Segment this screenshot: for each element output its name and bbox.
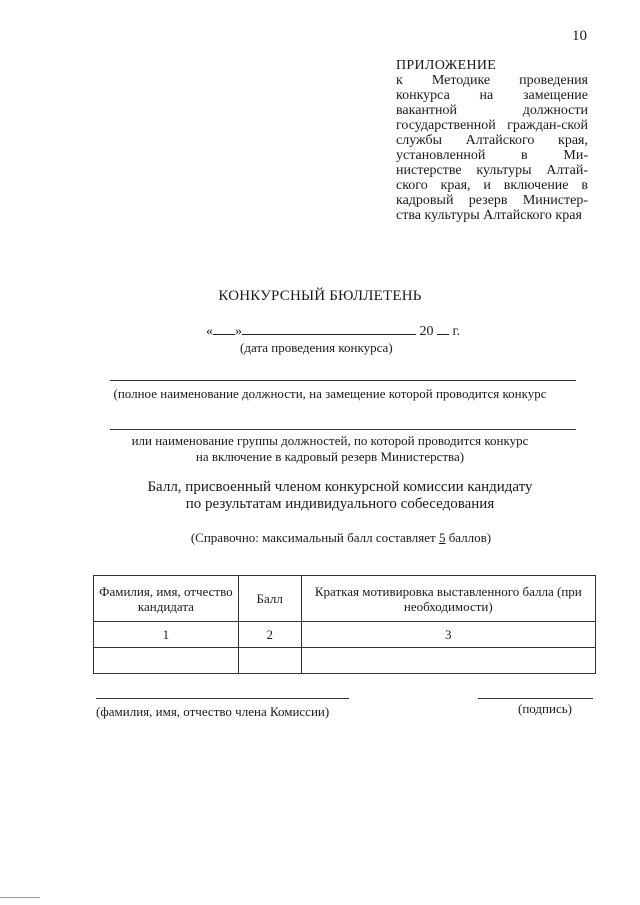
date-line xyxy=(206,321,460,340)
table-header-row xyxy=(94,576,596,622)
column-number-2: 2 xyxy=(238,622,301,648)
member-name-caption: (фамилия, имя, отчество члена Комиссии) xyxy=(96,704,330,719)
group-caption-line-1: или наименование группы должностей, по которой проводится конкурс xyxy=(131,433,529,448)
note-after: баллов) xyxy=(445,530,492,545)
member-name-line xyxy=(96,698,349,699)
candidate-name-cell xyxy=(94,648,239,674)
appendix-title: ПРИЛОЖЕНИЕ xyxy=(396,58,497,73)
header-score: Балл xyxy=(238,576,301,622)
appendix-block xyxy=(396,58,588,223)
scan-edge-mark xyxy=(0,897,40,898)
header-candidate-name: Фамилия, имя, отчество кандидата xyxy=(94,576,239,622)
year-suffix: г. xyxy=(452,324,461,339)
header-motivation: Краткая мотивировка выставленного балла (при необходимости) xyxy=(301,576,595,622)
date-caption: (дата проведения конкурса) xyxy=(240,340,393,355)
year-blank xyxy=(437,321,449,335)
month-blank xyxy=(242,321,416,335)
year-prefix: 20 xyxy=(419,324,434,339)
position-caption: (полное наименование должности, на замещение которой проводится конкурс xyxy=(113,386,547,401)
note-before: (Справочно: максимальный балл составляет xyxy=(190,530,439,545)
score-table xyxy=(93,575,596,674)
signature-line xyxy=(478,698,593,699)
date-close-quote: » xyxy=(235,324,242,339)
group-line xyxy=(110,429,576,430)
column-number-1: 1 xyxy=(94,622,239,648)
score-heading-line-1: Балл, присвоенный членом конкурсной комиссии кандидату xyxy=(147,479,533,495)
table-row xyxy=(94,648,596,674)
position-line xyxy=(110,380,576,381)
max-score: 5 xyxy=(438,530,446,545)
table-numbering-row xyxy=(94,622,596,648)
reference-note xyxy=(0,530,640,546)
document-title: КОНКУРСНЫЙ БЮЛЛЕТЕНЬ xyxy=(218,288,422,304)
group-caption xyxy=(0,433,640,465)
signature-caption: (подпись) xyxy=(518,701,572,716)
score-heading xyxy=(0,479,640,513)
column-number-3: 3 xyxy=(301,622,595,648)
score-cell xyxy=(238,648,301,674)
page-number: 10 xyxy=(572,28,587,44)
day-blank xyxy=(213,321,235,335)
score-heading-line-2: по результатам индивидуального собеседования xyxy=(185,496,495,512)
motivation-cell xyxy=(301,648,595,674)
date-open-quote: « xyxy=(206,324,213,339)
group-caption-line-2: на включение в кадровый резерв Министерства) xyxy=(195,449,465,464)
appendix-text: к Методике проведения конкурса на замещение вакантной должности государственной граждан-ской службы Алтайского края, установленной в Ми-нистерстве культуры Алтай-ского края, и включение в кадровый резерв Министер-ства культуры Алтайского края xyxy=(396,73,588,223)
